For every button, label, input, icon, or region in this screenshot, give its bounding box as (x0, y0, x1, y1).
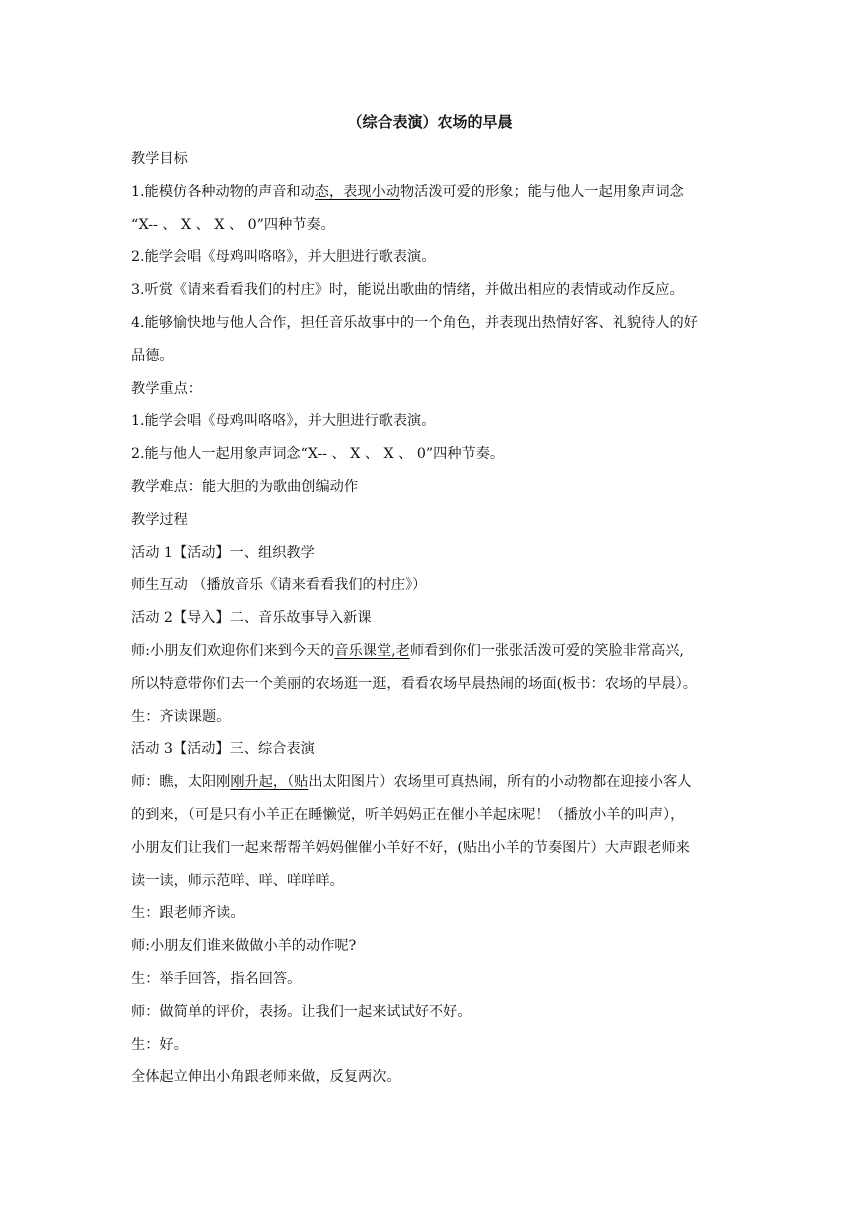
activity-1-heading: 活动 1【活动】一、组织教学 (131, 544, 315, 561)
document-title: （综合表演）农场的早晨 (347, 113, 513, 131)
activity-3-line-2: 的到来，（可是只有小羊正在睡懒觉，听羊妈妈正在催小羊起床呢！（播放小羊的叫声）， (131, 806, 685, 823)
goal-2: 2.能学会唱《母鸡叫咯咯》，并大胆进行歌表演。 (131, 249, 436, 266)
document-body (131, 143, 736, 1094)
goal-4-line-2: 品德。 (131, 347, 174, 364)
goal-4-line-1: 4.能够愉快地与他人合作，担任音乐故事中的一个角色，并表现出热情好客、礼貌待人的好 (131, 314, 698, 331)
activity-2-line-1 (131, 635, 736, 668)
activity-3-line-8: 师：做简单的评价，表扬。让我们一起来试试好不好。 (131, 1003, 472, 1020)
activity-1-text: 师生互动 （播放音乐《请来看看我们的村庄》） (131, 577, 427, 594)
activity-3-line-10: 全体起立伸出小角跟老师来做，反复两次。 (131, 1069, 401, 1086)
activity-3-underlined-text: 刚升起，（贴 (230, 774, 309, 791)
activity-3-line-6: 师:小朋友们谁来做做小羊的动作呢? (131, 938, 357, 955)
activity-3-text-a: 师：瞧，太阳刚 (131, 774, 231, 791)
goal-1-line-2: “X-- 、 X 、 X 、 0”四种节奏。 (131, 216, 335, 233)
activity-3-line-1 (131, 766, 736, 799)
activity-3-text-b: 出太阳图片）农场里可真热闹，所有的小动物都在迎接小客人 (308, 774, 692, 791)
activity-2-text-a: 师:小朋友们欢迎你们来到今天的 (131, 642, 335, 659)
activity-2-heading: 活动 2【导入】二、音乐故事导入新课 (131, 610, 372, 627)
activity-3-line-4: 读一读，师示范咩、咩、咩咩咩。 (131, 872, 344, 889)
goals-heading: 教学目标 (131, 151, 188, 167)
difficulty: 教学难点：能大胆的为歌曲创编动作 (131, 478, 359, 495)
key-point-1: 1.能学会唱《母鸡叫咯咯》，并大胆进行歌表演。 (131, 413, 436, 430)
goal-1-text-b: 物活泼可爱的形象；能与他人一起用象声词念 (399, 183, 684, 200)
goal-3: 3.听赏《请来看看我们的村庄》时，能说出歌曲的情绪，并做出相应的表情或动作反应。 (131, 282, 684, 299)
activity-2-line-2: 所以特意带你们去一个美丽的农场逛一逛，看看农场早晨热闹的场面(板书：农场的早晨）。 (131, 675, 697, 692)
activity-3-line-5: 生：跟老师齐读。 (131, 905, 245, 922)
key-points-heading: 教学重点： (131, 380, 202, 397)
activity-3-line-9: 生：好。 (131, 1036, 188, 1053)
goal-1-underlined-text: 态，表现小动 (314, 183, 400, 200)
activity-3-line-3: 小朋友们让我们一起来帮帮羊妈妈催催小羊好不好，(贴出小羊的节奏图片）大声跟老师来 (131, 839, 690, 856)
activity-3-line-7: 生：举手回答，指名回答。 (131, 970, 302, 987)
activity-2-text-b: 师看到你们一张张活泼可爱的笑脸非常高兴, (409, 642, 684, 659)
goal-1-text-a: 1.能模仿各种动物的声音和动 (131, 183, 315, 200)
activity-2-underlined-text: 音乐课堂,老 (334, 642, 410, 659)
key-point-2: 2.能与他人一起用象声词念“X-- 、 X 、 X 、 0”四种节奏。 (131, 446, 505, 463)
goal-1-line-1 (131, 176, 736, 209)
activity-3-heading: 活动 3【活动】三、综合表演 (131, 741, 315, 758)
activity-2-line-3: 生：齐读课题。 (131, 708, 231, 725)
process-heading: 教学过程 (131, 511, 188, 528)
